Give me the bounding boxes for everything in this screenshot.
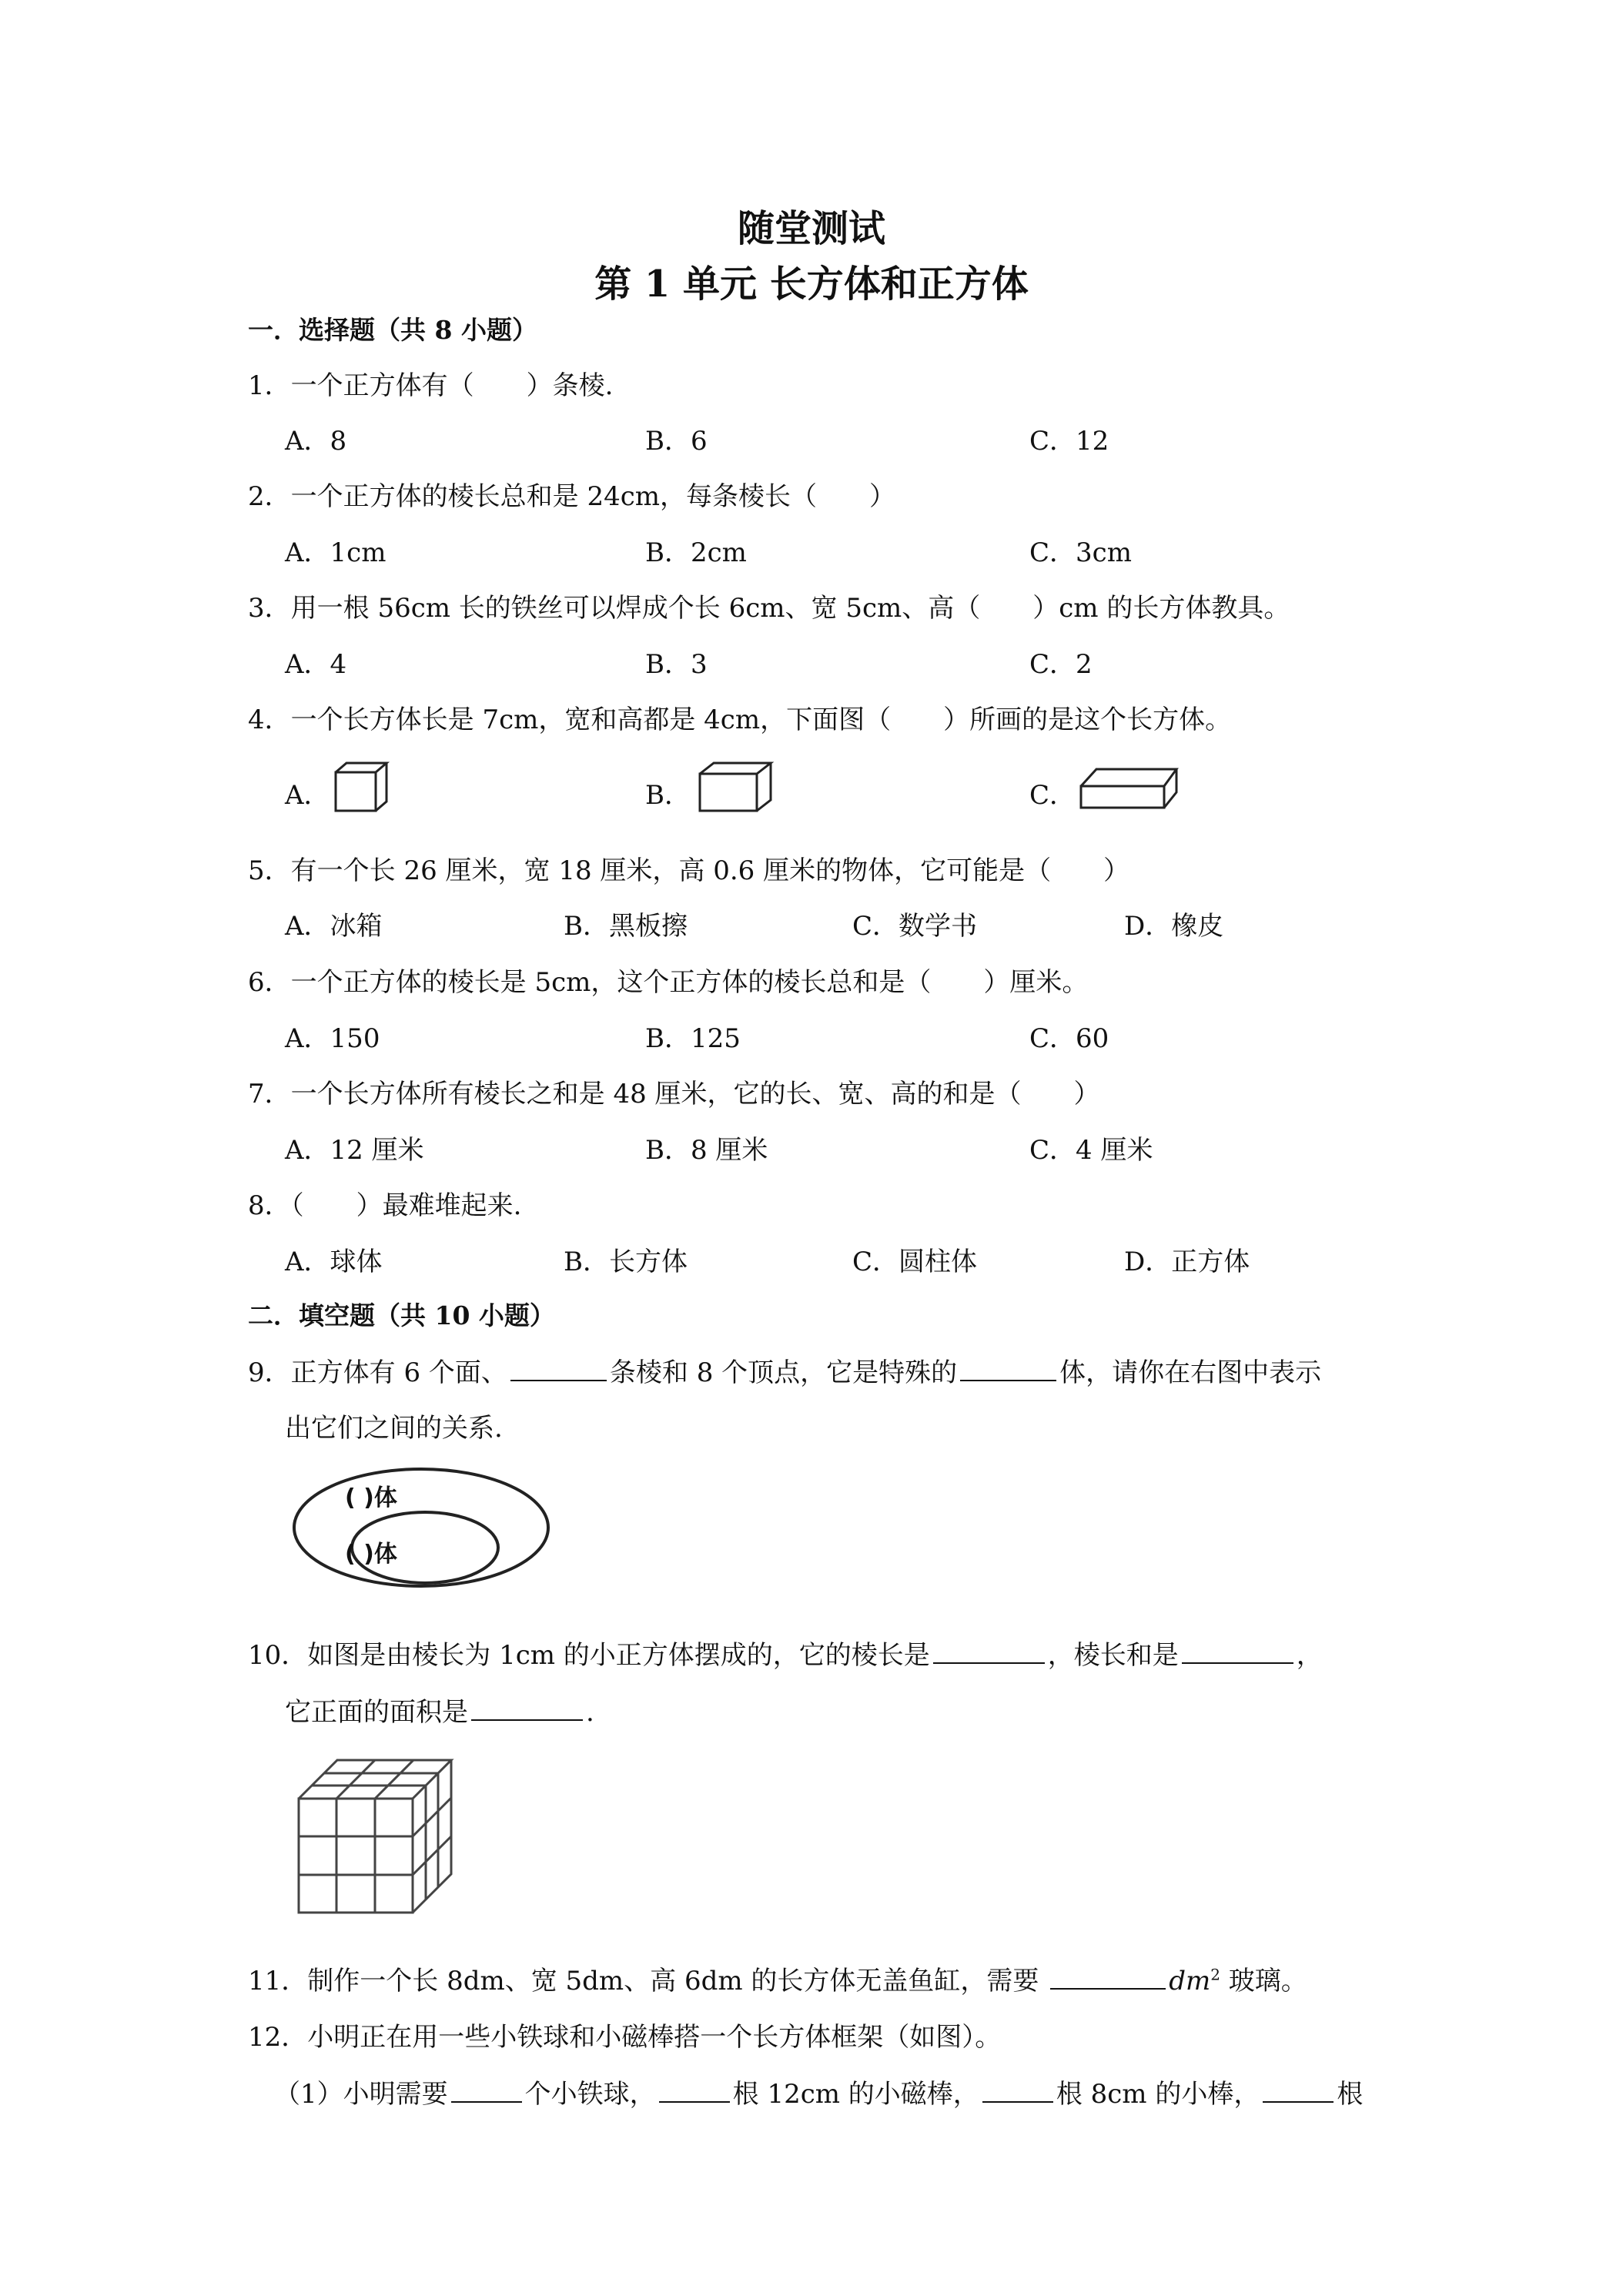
page-subtitle: 第 1 单元 长方体和正方体 [594, 263, 1029, 306]
q11-blank[interactable] [1050, 1965, 1166, 1990]
page-title: 随堂测试 [737, 207, 885, 250]
q7-option-a: A．12 厘米 [285, 1135, 424, 1166]
question-3: 3．用一根 56cm 长的铁丝可以焊成个长 6cm、宽 5cm、高（ ）cm 的长方体教具。 [248, 593, 1290, 624]
cuboid-figure-c [1078, 766, 1182, 812]
question-6: 6．一个正方体的棱长是 5cm，这个正方体的棱长总和是（ ）厘米。 [248, 967, 1089, 998]
q12-blank-1[interactable] [451, 2078, 522, 2103]
question-9-line2: 出它们之间的关系. [285, 1413, 503, 1444]
q5-option-b: B．黑板擦 [564, 911, 688, 942]
q2-option-b: B．2cm [645, 537, 747, 568]
question-5: 5．有一个长 26 厘米，宽 18 厘米，高 0.6 厘米的物体，它可能是（ ） [248, 855, 1130, 886]
q9-blank-1[interactable] [510, 1357, 607, 1381]
q10-blank-2[interactable] [1182, 1639, 1293, 1664]
q4-option-a: A． [285, 780, 330, 811]
question-10-line2: 它正面的面积是 . [285, 1697, 594, 1728]
question-11: 11．制作一个长 8dm、宽 5dm、高 6dm 的长方体无盖鱼缸，需要 $dm^2$ 玻璃。 [248, 1965, 1307, 1996]
cube-grid-figure [293, 1754, 462, 1919]
q1-option-b: B．6 [645, 426, 708, 457]
venn-outer-label: ( )体 [345, 1484, 397, 1511]
q6-option-b: B．125 [645, 1023, 741, 1054]
q3-option-c: C．2 [1029, 649, 1093, 680]
q8-option-d: D．正方体 [1124, 1247, 1250, 1277]
q1-option-c: C．12 [1029, 426, 1109, 457]
q9-blank-2[interactable] [960, 1357, 1056, 1381]
q2-option-c: C．3cm [1029, 537, 1132, 568]
q4-option-c: C． [1029, 780, 1076, 811]
q7-option-b: B．8 厘米 [645, 1135, 768, 1166]
venn-diagram [286, 1463, 556, 1598]
question-2: 2．一个正方体的棱长总和是 24cm，每条棱长（ ） [248, 481, 895, 512]
section-heading-fill: 二．填空题（共 10 小题） [248, 1300, 555, 1330]
q3-option-a: A．4 [285, 649, 347, 680]
question-10: 10．如图是由棱长为 1cm 的小正方体摆成的，它的棱长是 ，棱长和是 ， [248, 1640, 1323, 1671]
q12-blank-3[interactable] [982, 2078, 1053, 2103]
q5-option-a: A．冰箱 [285, 911, 383, 942]
q4-option-b: B． [645, 780, 691, 811]
question-7: 7．一个长方体所有棱长之和是 48 厘米，它的长、宽、高的和是（ ） [248, 1079, 1100, 1110]
question-8: 8．（ ）最难堆起来. [248, 1190, 522, 1221]
q5-option-c: C．数学书 [852, 911, 978, 942]
q8-option-a: A．球体 [285, 1247, 383, 1277]
q10-blank-3[interactable] [471, 1696, 583, 1721]
cube-figure-a [333, 760, 396, 814]
question-9: 9．正方体有 6 个面、 条棱和 8 个顶点，它是特殊的 体，请你在右图中表示 [248, 1357, 1322, 1388]
q8-option-c: C．圆柱体 [852, 1247, 978, 1277]
q5-option-d: D．橡皮 [1124, 911, 1224, 942]
question-4: 4．一个长方体长是 7cm，宽和高都是 4cm，下面图（ ）所画的是这个长方体。 [248, 705, 1232, 735]
q12-blank-4[interactable] [1263, 2078, 1334, 2103]
q6-option-a: A．150 [285, 1023, 380, 1054]
q6-option-c: C．60 [1029, 1023, 1109, 1054]
q1-option-a: A．8 [285, 426, 347, 457]
q7-option-c: C．4 厘米 [1029, 1135, 1153, 1166]
q2-option-a: A．1cm [285, 537, 387, 568]
q12-blank-2[interactable] [659, 2078, 730, 2103]
cuboid-figure-b [697, 760, 778, 814]
section-heading-choice: 一．选择题（共 8 小题） [248, 315, 537, 345]
q8-option-b: B．长方体 [564, 1247, 688, 1277]
question-12-sub1: （1）小明需要 个小铁球， 根 12cm 的小磁棒， 根 8cm 的小棒， 根 [274, 2079, 1364, 2110]
question-1: 1．一个正方体有（ ）条棱. [248, 370, 614, 401]
venn-inner-label: ( )体 [345, 1541, 397, 1568]
q3-option-b: B．3 [645, 649, 708, 680]
q10-blank-1[interactable] [933, 1639, 1045, 1664]
question-12: 12．小明正在用一些小铁球和小磁棒搭一个长方体框架（如图）。 [248, 2022, 1002, 2053]
